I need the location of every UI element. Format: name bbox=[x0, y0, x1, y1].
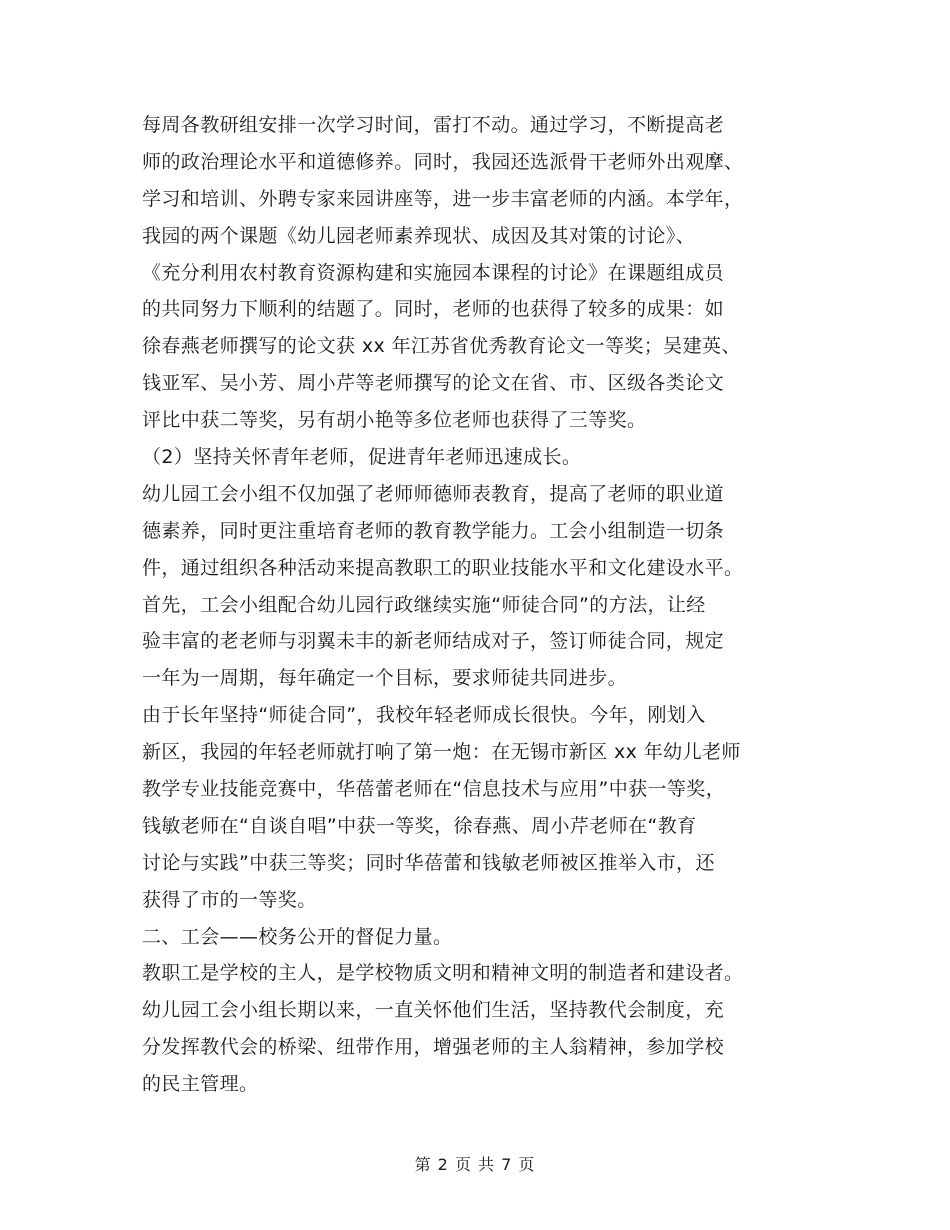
text-line: 一年为一周期，每年确定一个目标，要求师徒共同进步。 bbox=[142, 667, 628, 690]
text-line: 徐春燕老师撰写的论文获 xx 年江苏省优秀教育论文一等奖；吴建英、 bbox=[142, 335, 741, 358]
text-line: 幼儿园工会小组长期以来，一直关怀他们生活，坚持教代会制度，充 bbox=[142, 999, 725, 1022]
section-heading: 二、工会——校务公开的督促力量。 bbox=[142, 925, 453, 948]
page-number-footer: 第 2 页 共 7 页 bbox=[414, 1155, 536, 1174]
text-line: 由于长年坚持“师徒合同”，我校年轻老师成长很快。今年，刚划入 bbox=[142, 704, 706, 727]
text-line: 新区，我园的年轻老师就打响了第一炮：在无锡市新区 xx 年幼儿老师 bbox=[142, 741, 741, 764]
text-line: 学习和培训、外聘专家来园讲座等，进一步丰富老师的内涵。本学年， bbox=[142, 187, 744, 210]
text-line: 的民主管理。 bbox=[142, 1073, 259, 1096]
text-line: 师的政治理论水平和道德修养。同时，我园还选派骨干老师外出观摩、 bbox=[142, 150, 744, 173]
text-line: 教职工是学校的主人，是学校物质文明和精神文明的制造者和建设者。 bbox=[142, 962, 744, 985]
text-line: 钱亚军、吴小芳、周小芹等老师撰写的论文在省、市、区级各类论文 bbox=[142, 372, 725, 395]
text-line: 分发挥教代会的桥梁、纽带作用，增强老师的主人翁精神，参加学校 bbox=[142, 1036, 725, 1059]
body-text bbox=[142, 107, 802, 1103]
text-line: 评比中获二等奖，另有胡小艳等多位老师也获得了三等奖。 bbox=[142, 409, 647, 432]
text-line: 讨论与实践”中获三等奖；同时华蓓蕾和钱敏老师被区推举入市，还 bbox=[142, 851, 715, 874]
text-line: 钱敏老师在“自谈自唱”中获一等奖，徐春燕、周小芹老师在“教育 bbox=[142, 814, 697, 837]
text-line: 的共同努力下顺利的结题了。同时，老师的也获得了较多的成果：如 bbox=[142, 298, 725, 321]
text-line: 我园的两个课题《幼儿园老师素养现状、成因及其对策的讨论》、 bbox=[142, 224, 696, 247]
text-line: 件，通过组织各种活动来提高教职工的职业技能水平和文化建设水平。 bbox=[142, 556, 744, 579]
section-heading: （2）坚持关怀青年老师，促进青年老师迅速成长。 bbox=[142, 446, 582, 469]
text-line: 首先，工会小组配合幼儿园行政继续实施“师徒合同”的方法，让经 bbox=[142, 593, 706, 616]
text-line: 《充分利用农村教育资源构建和实施园本课程的讨论》在课题组成员 bbox=[142, 261, 725, 284]
text-line: 幼儿园工会小组不仅加强了老师师德师表教育，提高了老师的职业道 bbox=[142, 482, 725, 505]
text-line: 德素养，同时更注重培育老师的教育教学能力。工会小组制造一切条 bbox=[142, 519, 725, 542]
text-line: 教学专业技能竞赛中，华蓓蕾老师在“信息技术与应用”中获一等奖， bbox=[142, 778, 726, 801]
text-line: 每周各教研组安排一次学习时间，雷打不动。通过学习，不断提高老 bbox=[142, 114, 725, 136]
text-line: 获得了市的一等奖。 bbox=[142, 888, 317, 911]
text-line: 验丰富的老老师与羽翼未丰的新老师结成对子，签订师徒合同，规定 bbox=[142, 630, 725, 653]
